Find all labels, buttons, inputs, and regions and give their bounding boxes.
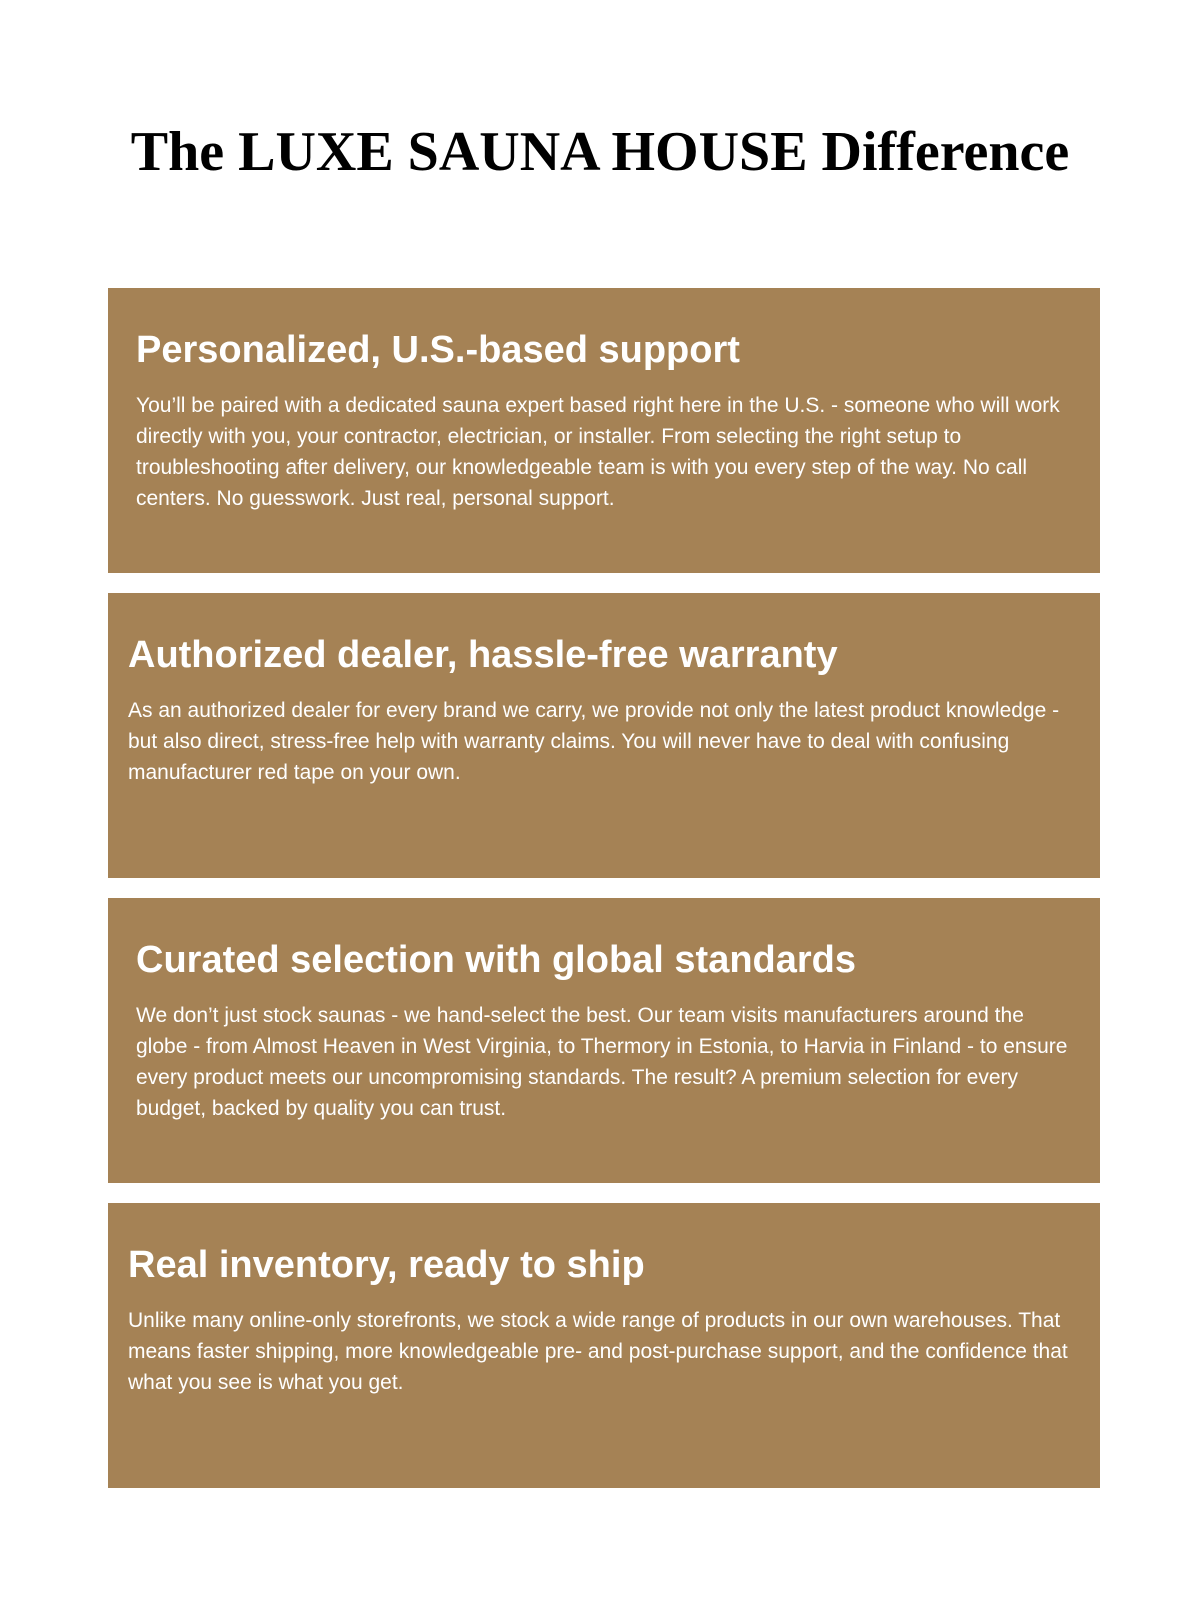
card-heading: Real inventory, ready to ship — [128, 1244, 645, 1286]
feature-card-support — [108, 288, 1100, 573]
card-body: As an authorized dealer for every brand we carry, we provide not only the latest product knowledge - but also direct, stress-free help with warranty claims. You will never have to deal with confusing manufacturer red tape on your own. — [128, 699, 1060, 784]
feature-card-inventory — [108, 1203, 1100, 1488]
card-body: You’ll be paired with a dedicated sauna expert based right here in the U.S. - someone who will work directly with you, your contractor, electrician, or installer. From selecting the right setup to troubleshooting after delivery, our knowledgeable team is with you every step of the way. No call centers. No guesswork. Just real, personal support. — [136, 394, 1060, 510]
card-body: Unlike many online-only storefronts, we stock a wide range of products in our own warehouses. That means faster shipping, more knowledgeable pre- and post-purchase support, and the confidence that what you see is what you get. — [128, 1309, 1068, 1394]
feature-card-warranty — [108, 593, 1100, 878]
card-body: We don’t just stock saunas - we hand-select the best. Our team visits manufacturers around the globe - from Almost Heaven in West Virginia, to Thermory in Estonia, to Harvia in Finland - to ensure every product meets our uncompromising standards. The result? A premium selection for every budget, backed by quality you can trust. — [136, 1004, 1068, 1120]
card-heading: Personalized, U.S.-based support — [136, 329, 740, 371]
feature-card-selection — [108, 898, 1100, 1183]
page-title: The LUXE SAUNA HOUSE Difference — [130, 121, 1070, 183]
card-heading: Curated selection with global standards — [136, 939, 857, 981]
card-heading: Authorized dealer, hassle-free warranty — [128, 634, 838, 676]
